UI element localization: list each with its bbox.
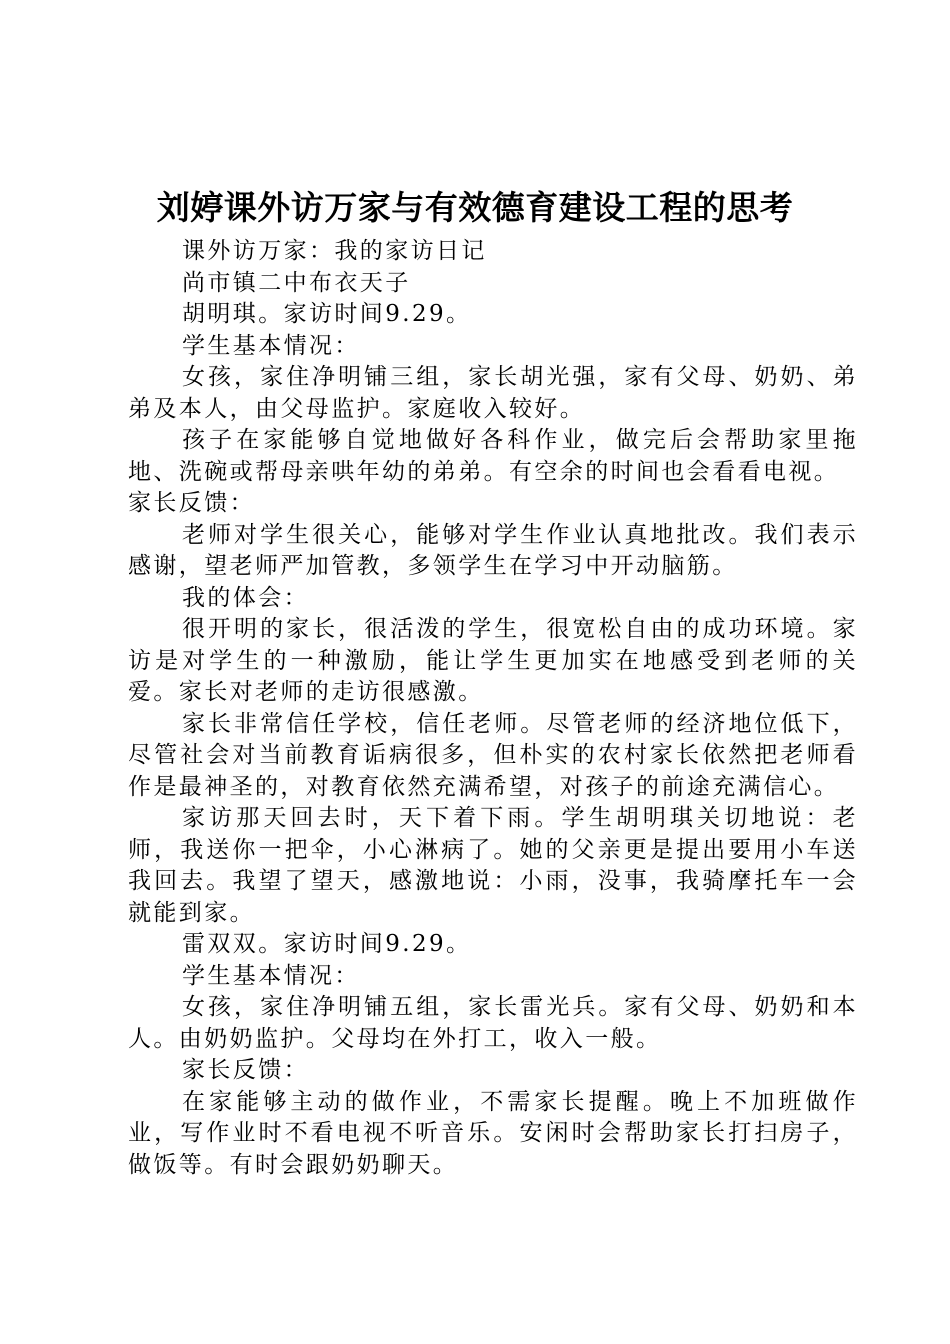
paragraph-basic-info-1: 女孩，家住净明铺三组，家长胡光强，家有父母、奶奶、弟弟及本人，由父母监护。家庭收入较好。 bbox=[128, 364, 858, 422]
paragraph-feedback-1: 老师对学生很关心，能够对学生作业认真地批改。我们表示感谢，望老师严加管教，多领学生在学习中开动脑筋。 bbox=[128, 521, 858, 579]
document-title: 刘婷课外访万家与有效德育建设工程的思考 bbox=[156, 188, 794, 227]
paragraph-feedback-label: 家长反馈： bbox=[128, 490, 255, 516]
paragraph-student-1-visit: 胡明琪。家访时间9.29。 bbox=[182, 301, 472, 327]
paragraph-feedback-label-2: 家长反馈： bbox=[182, 1057, 309, 1083]
paragraph-reflection-1: 很开明的家长，很活泼的学生，很宽松自由的成功环境。家访是对学生的一种激励，能让学生更加实在地感受到老师的关爱。家长对老师的走访很感激。 bbox=[128, 616, 858, 705]
document-body bbox=[128, 236, 858, 1181]
paragraph-student-2-visit: 雷双双。家访时间9.29。 bbox=[182, 931, 472, 957]
paragraph-basic-info-2: 女孩，家住净明铺五组，家长雷光兵。家有父母、奶奶和本人。由奶奶监护。父母均在外打工，收入一般。 bbox=[128, 994, 858, 1052]
paragraph-reflection-3: 家访那天回去时，天下着下雨。学生胡明琪关切地说：老师，我送你一把伞，小心淋病了。她的父亲更是提出要用小车送我回去。我望了望天，感激地说：小雨，没事，我骑摩托车一会就能到家。 bbox=[128, 805, 858, 926]
paragraph-reflection-label: 我的体会： bbox=[182, 584, 309, 611]
paragraph-feedback-2: 在家能够主动的做作业，不需家长提醒。晚上不加班做作业，写作业时不看电视不听音乐。安闲时会帮助家长打扫房子，做饭等。有时会跟奶奶聊天。 bbox=[128, 1088, 858, 1178]
paragraph-homework-1: 孩子在家能够自觉地做好各科作业，做完后会帮助家里拖地、洗碗或帮母亲哄年幼的弟弟。有空余的时间也会看看电视。 bbox=[128, 427, 858, 485]
paragraph-author: 尚市镇二中布衣天子 bbox=[182, 269, 411, 296]
paragraph-heading-diary: 课外访万家：我的家访日记 bbox=[182, 238, 487, 264]
paragraph-basic-info-label: 学生基本情况： bbox=[182, 332, 360, 359]
paragraph-basic-info-label-2: 学生基本情况： bbox=[182, 962, 360, 989]
paragraph-reflection-2: 家长非常信任学校，信任老师。尽管老师的经济地位低下，尽管社会对当前教育诟病很多，但朴实的农村家长依然把老师看作是最神圣的，对教育依然充满希望，对孩子的前途充满信心。 bbox=[128, 710, 858, 800]
